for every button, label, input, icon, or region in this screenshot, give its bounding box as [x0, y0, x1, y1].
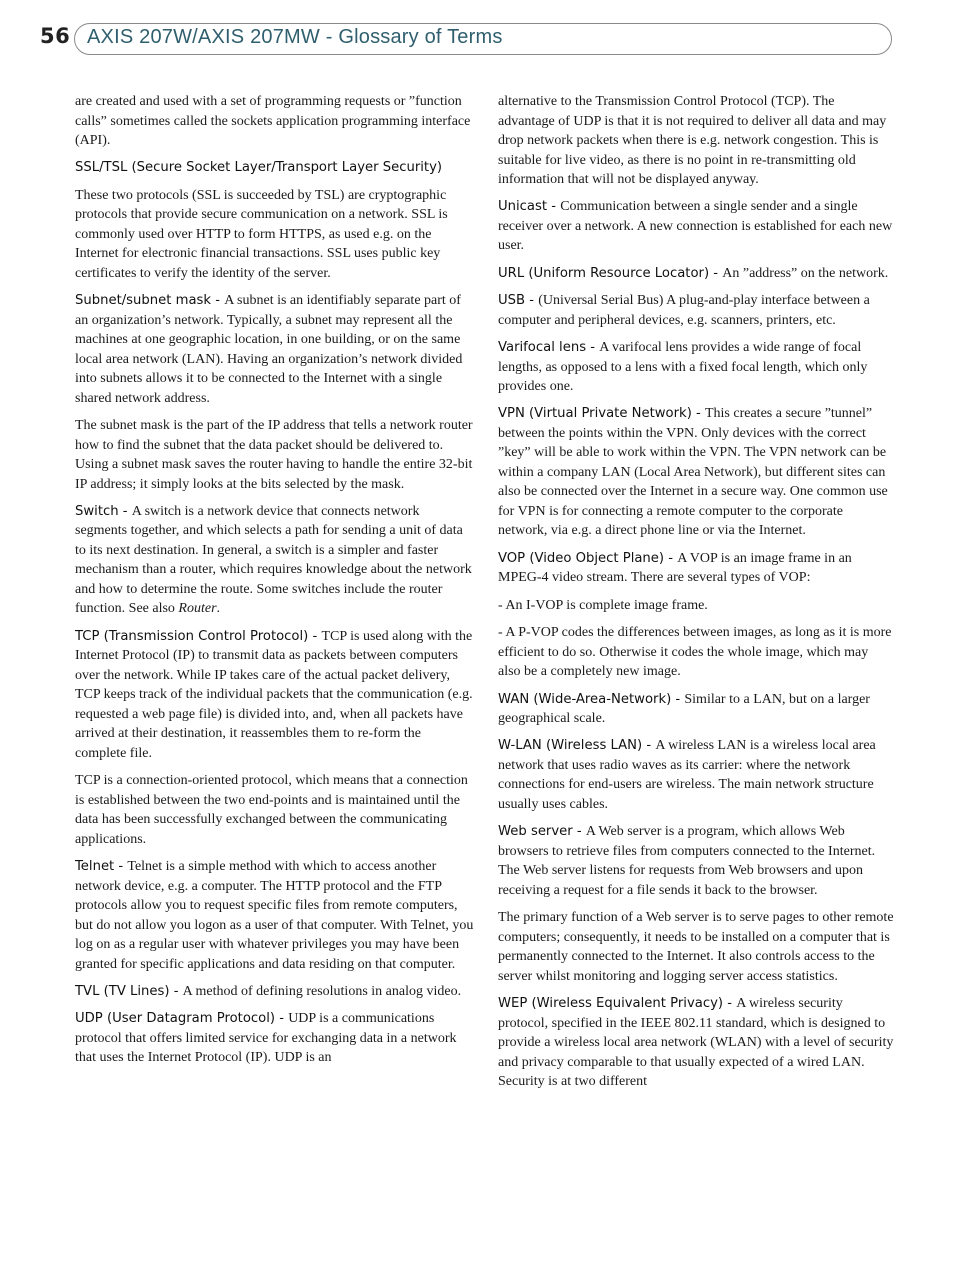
- glossary-entry: [75, 857, 475, 974]
- glossary-term: Switch -: [75, 503, 132, 519]
- glossary-entry: [498, 596, 894, 616]
- glossary-term: Varifocal lens -: [498, 340, 600, 356]
- glossary-definition: Telnet is a simple method with which to access another network device, e.g. a computer. The HTTP protocol and the FTP protocols allow you to request specific files from remote computers, but do not allow you logon as a user of that computer. With Telnet, you log on as a regular user with whatever privileges you may have been granted for specific applications and data residing on that computer.: [75, 859, 474, 972]
- glossary-term: WAN (Wide-Area-Network) -: [498, 691, 685, 707]
- glossary-term: Unicast -: [498, 199, 561, 215]
- glossary-entry: [75, 158, 475, 178]
- glossary-definition: Communication between a single sender and a single receiver over a network. A new connection is established for each new user.: [498, 199, 893, 254]
- glossary-definition: A wireless LAN is a wireless local area network that uses radio waves as its carrier: where the network connections for end-users are wireless. The main network structure usually uses cables.: [498, 738, 876, 812]
- right-column: [498, 92, 894, 1099]
- page-number: 56: [40, 24, 71, 48]
- glossary-entry: [498, 291, 894, 330]
- glossary-definition: A varifocal lens provides a wide range of focal lengths, as opposed to a lens with a fixed focal length, which only provides one.: [498, 340, 868, 395]
- glossary-entry: [498, 92, 894, 190]
- glossary-definition: The subnet mask is the part of the IP address that tells a network router how to find the subnet that the data packet should be delivered to. Using a subnet mask saves the router having to handle the entire 32-bit IP address; it simply looks at the bits selected by the mask.: [75, 418, 473, 492]
- title-bar: [74, 23, 892, 55]
- glossary-term: USB -: [498, 293, 539, 309]
- glossary-definition: A method of defining resolutions in analog video.: [182, 984, 462, 1000]
- page-title: AXIS 207W/AXIS 207MW - Glossary of Terms: [87, 26, 503, 48]
- glossary-term: TCP (Transmission Control Protocol) -: [75, 628, 322, 644]
- glossary-definition: These two protocols (SSL is succeeded by TSL) are cryptographic protocols that provide secure communication on a network. SSL is commonly used over HTTP to form HTTPS, as used e.g. on the Internet for electronic financial transactions. SSL uses public key certificates to verify the identity of the server.: [75, 187, 448, 281]
- glossary-entry: [498, 197, 894, 256]
- glossary-definition: A subnet is an identifiably separate part of an organization’s network. Typically, a subnet may represent all the machines at one geographic location, in one building, or on the same local area network (LAN). Having an organization’s network divided into subnets allows it to be connected to the Internet with a single shared network address.: [75, 293, 463, 406]
- glossary-term: SSL/TSL (Secure Socket Layer/Transport Layer Security): [75, 160, 443, 176]
- glossary-term: Subnet/subnet mask -: [75, 293, 225, 309]
- page-header: [40, 22, 896, 58]
- glossary-term: VOP (Video Object Plane) -: [498, 550, 678, 566]
- glossary-entry: [498, 908, 894, 986]
- glossary-entry: [75, 1009, 475, 1068]
- glossary-term: UDP (User Datagram Protocol) -: [75, 1011, 289, 1027]
- glossary-term: URL (Uniform Resource Locator) -: [498, 265, 723, 281]
- glossary-entry: [498, 549, 894, 588]
- glossary-term: Web server -: [498, 824, 586, 840]
- left-column: [75, 92, 475, 1076]
- glossary-term: TVL (TV Lines) -: [75, 984, 183, 1000]
- glossary-term: VPN (Virtual Private Network) -: [498, 406, 705, 422]
- glossary-definition: (Universal Serial Bus) A plug-and-play interface between a computer and peripheral devices, e.g. scanners, printers, etc.: [498, 293, 870, 328]
- glossary-definition: Similar to a LAN, but on a larger geographical scale.: [498, 691, 870, 727]
- glossary-cross-reference: Router: [178, 601, 217, 617]
- glossary-term: WEP (Wireless Equivalent Privacy) -: [498, 996, 737, 1012]
- glossary-term: Telnet -: [75, 859, 128, 875]
- glossary-definition: This creates a secure ”tunnel” between the points within the VPN. Only devices with the correct ”key” will be able to work within the VPN. The VPN network can be within a company LAN (Local Area Network), but different sites can also be connected over the Internet in a secure way. One common use for VPN is for connecting a remote computer to the corporate network, via e.g. a direct phone line or via the Internet.: [498, 406, 888, 539]
- glossary-definition: An ”address” on the network.: [722, 265, 889, 281]
- glossary-entry: [75, 186, 475, 284]
- glossary-term: W-LAN (Wireless LAN) -: [498, 738, 656, 754]
- glossary-entry: [498, 264, 894, 284]
- glossary-definition: are created and used with a set of programming requests or ”function calls” sometimes called the sockets application programming interface (API).: [75, 94, 471, 148]
- glossary-definition: UDP is a communications protocol that offers limited service for exchanging data in a network that uses the Internet Protocol (IP). UDP is an: [75, 1011, 457, 1066]
- glossary-definition: A VOP is an image frame in an MPEG-4 video stream. There are several types of VOP:: [498, 550, 852, 586]
- glossary-entry: [75, 416, 475, 494]
- glossary-entry: [498, 994, 894, 1092]
- glossary-definition: alternative to the Transmission Control Protocol (TCP). The advantage of UDP is that it is not required to deliver all data and may drop network packets when there is e.g. network congestion. This is suitable for live video, as there is no point in re-transmitting old information that will not be displayed anyway.: [498, 94, 887, 187]
- glossary-entry: [498, 822, 894, 900]
- glossary-definition: A wireless security protocol, specified in the IEEE 802.11 standard, which is designed to provide a wireless local area network (WLAN) with a level of security and privacy comparable to that usually expected of a wired LAN. Security is at two different: [498, 996, 894, 1090]
- glossary-entry: [75, 771, 475, 849]
- glossary-definition: The primary function of a Web server is to serve pages to other remote computers; consequently, it needs to be installed on a computer that is permanently connected to the Internet. It also controls access to the server whilst monitoring and logging server access statistics.: [498, 910, 894, 984]
- glossary-entry: [498, 338, 894, 397]
- glossary-definition: - An I-VOP is complete image frame.: [498, 597, 708, 613]
- glossary-definition: TCP is used along with the Internet Protocol (IP) to transmit data as packets between computers over the network. While IP takes care of the actual packet delivery, TCP keeps track of the individual packets that the communication (e.g. requested a web page file) is divided into, and, when all packets have arrived at their destination, it reassembles them to re-form the complete file.: [75, 628, 473, 761]
- glossary-entry: [75, 291, 475, 408]
- glossary-entry: [498, 736, 894, 814]
- glossary-entry: [498, 623, 894, 682]
- glossary-entry: [498, 690, 894, 729]
- glossary-entry: [75, 627, 475, 764]
- glossary-entry: [75, 502, 475, 619]
- glossary-entry: [75, 92, 475, 151]
- glossary-definition: A Web server is a program, which allows Web browsers to retrieve files from computers connected to the Internet. The Web server listens for requests from Web browsers and upon receiving a request for a file sends it back to the browser.: [498, 824, 876, 898]
- glossary-entry: [498, 404, 894, 541]
- glossary-definition-tail: .: [216, 601, 221, 617]
- glossary-definition: A switch is a network device that connects network segments together, and which selects a path for sending a unit of data to its next destination. In general, a switch is a simpler and faster mechanism than a router, which requires knowledge about the network and how to determine the route. Some switches include the router function. See also: [75, 503, 472, 617]
- glossary-definition: - A P-VOP codes the differences between images, as long as it is more efficient to do so. Otherwise it codes the whole image, which may also be a completely new image.: [498, 625, 892, 680]
- glossary-definition: TCP is a connection-oriented protocol, which means that a connection is established between the two end-points and is maintained until the data has been successfully exchanged between the communicating applications.: [75, 773, 468, 847]
- glossary-entry: [75, 982, 475, 1002]
